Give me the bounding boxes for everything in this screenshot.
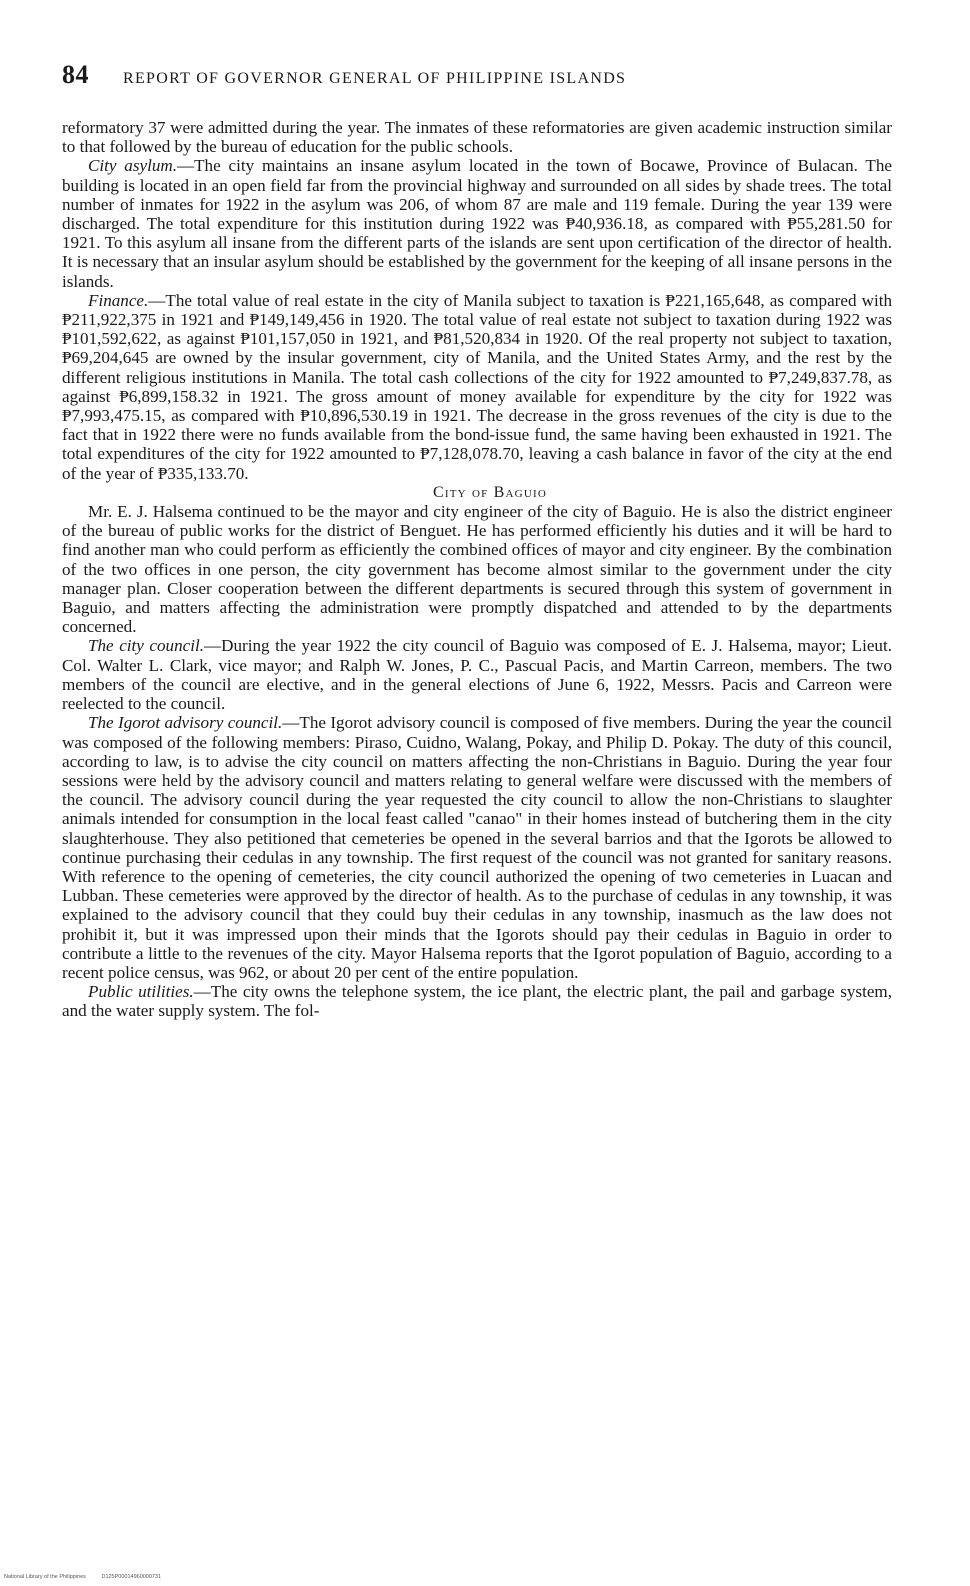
paragraph-igorot-council: [62, 713, 892, 982]
paragraph-lead: City asylum.: [88, 156, 178, 176]
footer-image-id: D125P00014960000731: [101, 1574, 162, 1580]
paragraph-public-utilities: [62, 982, 892, 1020]
paragraph-body: —The total value of real estate in the city of Manila subject to taxation is ₱221,165,648, as compared with ₱211,922,375 in 1921 and ₱149,149,456 in 1920. The total value of real estate not subject to taxation during 1922 was ₱101,592,622, as against ₱101,157,050 in 1921, and ₱81,520,834 in 1920. Of the real property not subject to taxation, ₱69,204,645 are owned by the insular government, city of Manila, and the United States Army, and the rest by the different religious institutions in Manila. The total cash collections of the city for 1922 amounted to ₱7,249,837.78, as against ₱6,899,158.32 in 1921. The gross amount of money available for expenditure by the city for 1922 was ₱7,993,475.15, as compared with ₱10,896,530.19 in 1921. The decrease in the gross revenues of the city is due to the fact that in 1922 there were no funds available from the bond-issue fund, the same having been exhausted in 1921. The total expenditures of the city for 1922 amounted to ₱7,128,078.70, leaving a cash balance in favor of the city at the end of the year of ₱335,133.70.: [62, 290, 892, 483]
paragraph-body: —During the year 1922 the city council of Baguio was composed of E. J. Halsema, mayor; Lieut. Col. Walter L. Clark, vice mayor; and Ralph W. Jones, P. C., Pascual Pacis, and Martin Carreon, members. The two members of the council are elective, and in the general elections of June 6, 1922, Messrs. Pacis and Carreon were reelected to the council.: [62, 636, 892, 714]
footer-source: National Library of the Philippines: [4, 1574, 86, 1580]
paragraph-body: —The city owns the telephone system, the ice plant, the electric plant, the pail and garbage system, and the water supply system. The fol-: [62, 982, 892, 1021]
paragraph-lead: The city council.: [88, 636, 205, 656]
paragraph-lead: The Igorot advisory council.: [88, 713, 283, 733]
paragraph-lead: Finance.: [88, 290, 149, 310]
paragraph-body: —The city maintains an insane asylum located in the town of Bocawe, Province of Bulacan. The building is located in an open field far from the provincial highway and surrounded on all sides by shade trees. The total number of inmates for 1922 in the asylum was 206, of whom 87 are male and 119 female. During the year 139 were discharged. The total expenditure for this institution during 1922 was ₱40,936.18, as compared with ₱55,281.50 for 1921. To this asylum all insane from the different parts of the islands are sent upon certification of the director of health. It is necessary that an insular asylum should be established by the government for the keeping of all insane persons in the islands.: [62, 156, 892, 291]
paragraph-city-asylum: [62, 156, 892, 290]
section-title: City of Baguio: [433, 483, 547, 501]
paragraph-city-council: [62, 636, 892, 713]
body-text: [62, 118, 892, 1021]
paragraph-halsema: Mr. E. J. Halsema continued to be the mayor and city engineer of the city of Baguio. He is also the district engineer of the bureau of public works for the district of Benguet. He has performed efficiently his duties and it will be hard to find another man who could perform as efficiently the combined offices of mayor and city engineer. By the combination of the two offices in one person, the city government has become almost similar to the government under the city manager plan. Closer cooperation between the different departments is secured through this system of government in Baguio, and matters affecting the administration were promptly dispatched and attended to by the departments concerned.: [62, 502, 892, 637]
paragraph-reformatory: reformatory 37 were admitted during the year. The inmates of these reformatories are given academic instruction similar to that followed by the bureau of education for the public schools.: [62, 118, 892, 157]
scan-footer: [4, 1574, 175, 1580]
paragraph-body: —The Igorot advisory council is composed of five members. During the year the council was composed of the following members: Piraso, Cuidno, Walang, Pokay, and Philip D. Pokay. The duty of this council, according to law, is to advise the city council on matters affecting the non-Christians in Baguio. During the year four sessions were held by the advisory council and matters relating to general welfare were discussed with the members of the council. The advisory council during the year requested the city council to allow the non-Christians to slaughter animals intended for consumption in the local feast called "canao" in their homes instead of butchering them in the city slaughterhouse. They also petitioned that cemeteries be opened in the several barrios and that the Igorots be allowed to continue purchasing their cedulas in any township. The first request of the council was not granted for sanitary reasons. With reference to the opening of cemeteries, the city council authorized the opening of two cemeteries in Luacan and Lubban. These cemeteries were approved by the director of health. As to the purchase of cedulas in any township, it was explained to the advisory council that they could buy their cedulas in any township, inasmuch as the law does not prohibit it, but it was impressed upon their minds that the Igorots should pay their cedulas in Baguio in order to contribute a little to the revenues of the city. Mayor Halsema reports that the Igorot population of Baguio, according to a recent police census, was 962, or about 20 per cent of the entire population.: [62, 713, 893, 982]
paragraph-lead: Public utilities.: [88, 982, 194, 1002]
page-number: 84: [62, 60, 89, 89]
paragraph-finance: [62, 291, 892, 483]
page-header: [62, 60, 902, 90]
running-head: REPORT OF GOVERNOR GENERAL OF PHILIPPINE ISLANDS: [123, 70, 627, 87]
